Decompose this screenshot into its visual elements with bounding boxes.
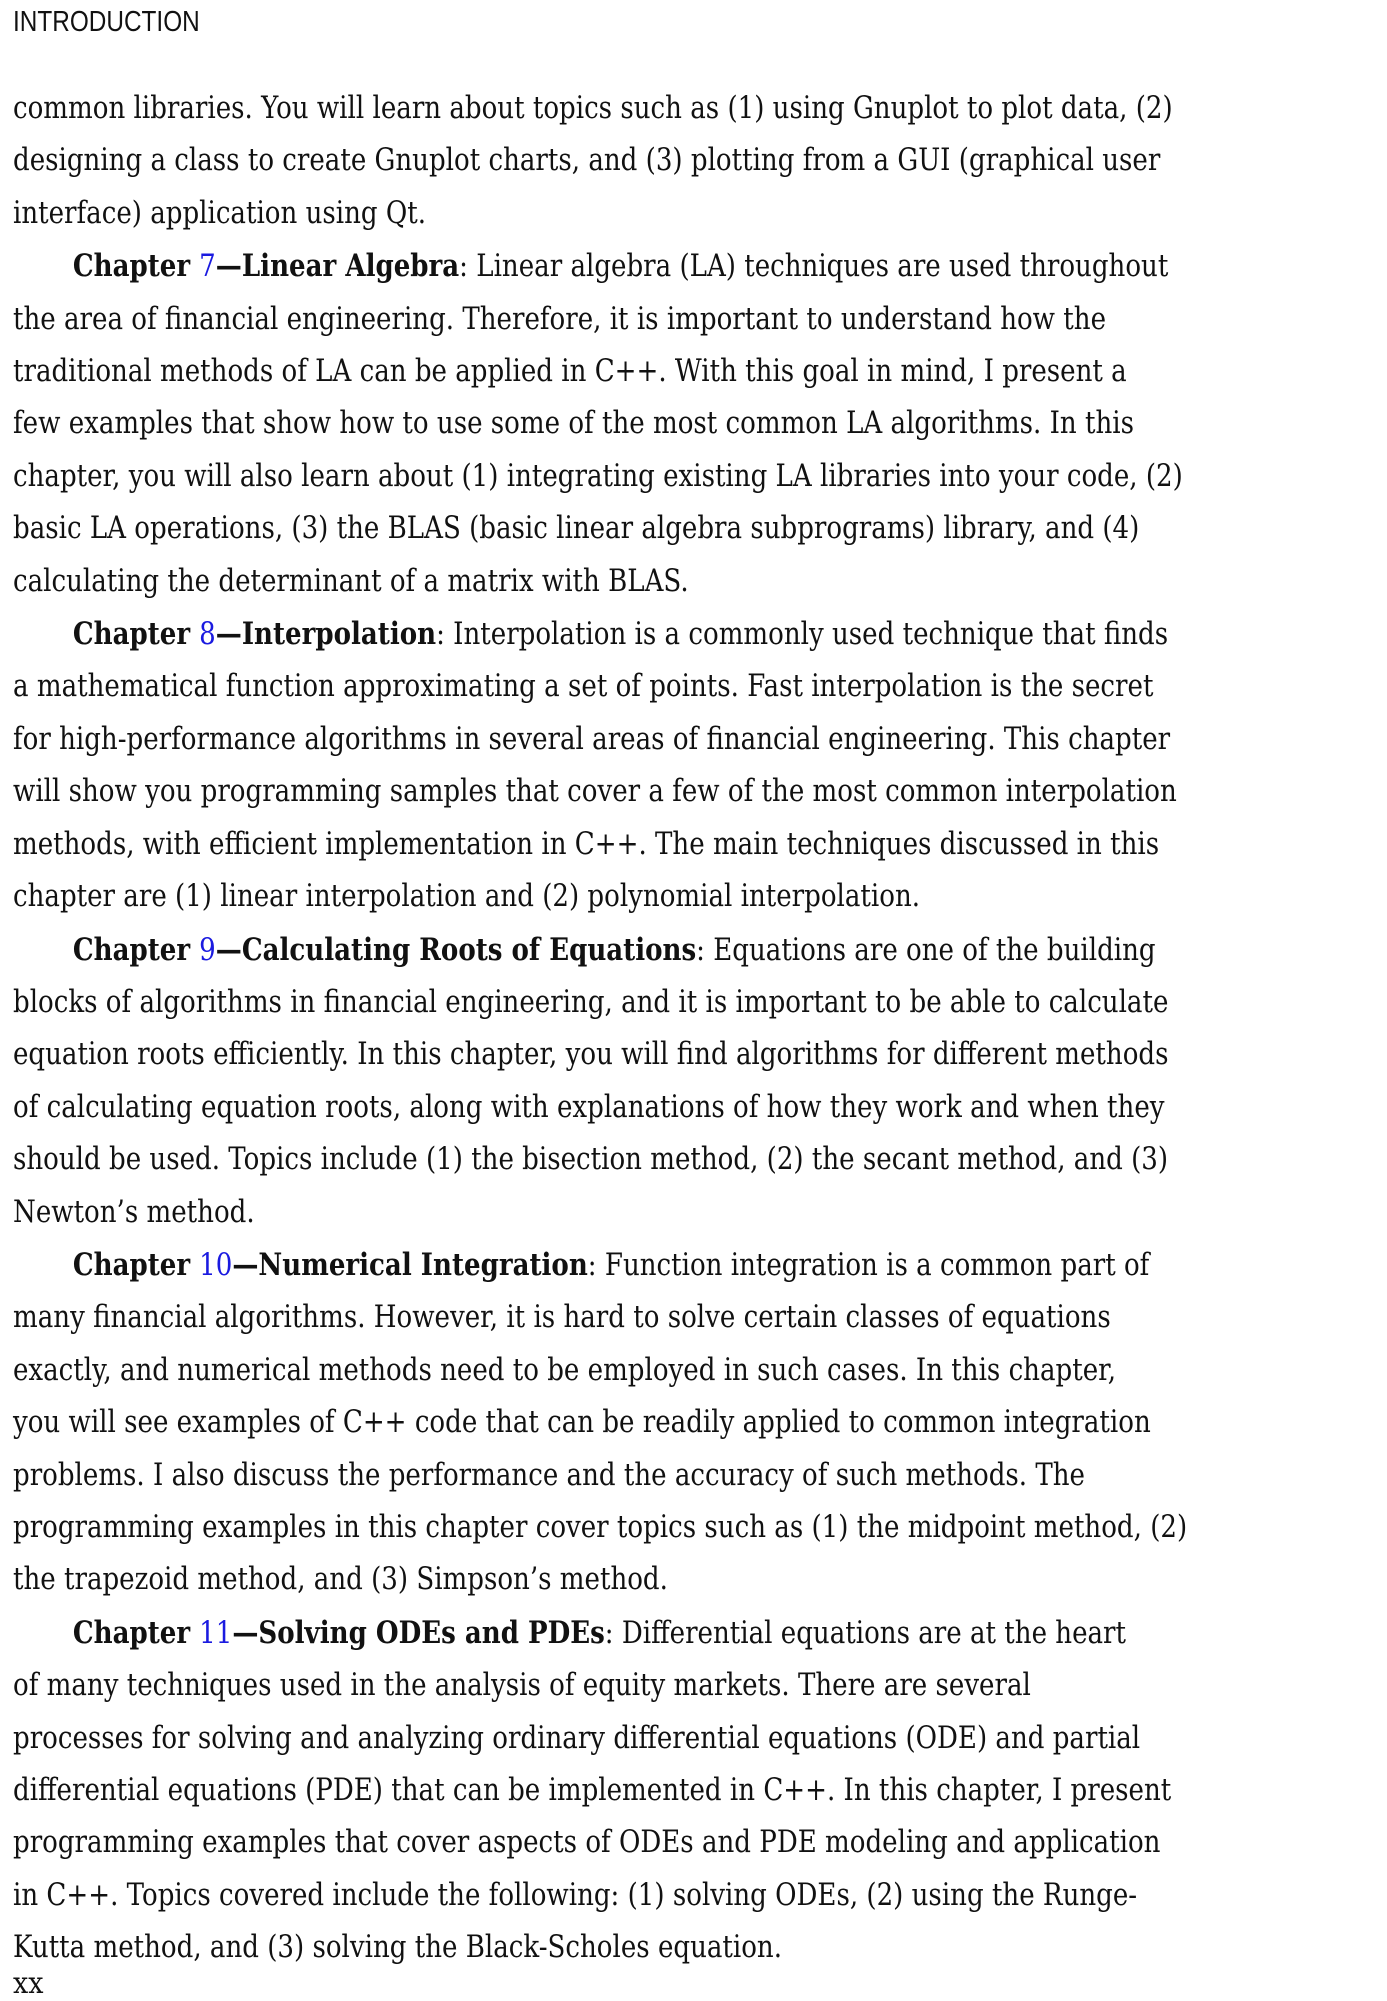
body-line: problems. I also discuss the performance and the accuracy of such methods. The [13,1457,1085,1493]
body-line: the area of financial engineering. Therefore, it is important to understand how the [13,301,1107,337]
body-line: differential equations (PDE) that can be implemented in C++. In this chapter, I present [13,1773,1172,1808]
colon: : [436,617,445,653]
chapter-11-first-line [13,1607,1183,1660]
body-line: will show you programming samples that cover a few of the most common interpolation [13,774,1177,810]
body-line: a mathematical function approximating a set of points. Fast interpolation is the secret [13,669,1154,705]
body-line: in C++. Topics covered include the following: (1) solving ODEs, (2) using the Runge- [13,1877,1138,1913]
body-line: calculating the determinant of a matrix with BLAS. [13,563,689,599]
body-line: should be used. Topics include (1) the bisection method, (2) the secant method, and (3) [13,1142,1169,1178]
body-line: the trapezoid method, and (3) Simpson’s method. [13,1562,668,1598]
body-line: of many techniques used in the analysis of equity markets. There are several [13,1668,1031,1704]
chapter-10-number-link[interactable]: 10 [199,1247,233,1283]
chapter-7-title: —Linear Algebra [215,248,460,285]
chapter-11-label [73,1615,605,1651]
body-line: traditional methods of LA can be applied in C++. With this goal in mind, I present a [13,354,1127,390]
chapter-10-title: —Numerical Integration [232,1246,588,1283]
chapter-9-number-link[interactable]: 9 [199,932,216,968]
body-text [13,83,1188,1975]
body-line: basic LA operations, (3) the BLAS (basic linear algebra subprograms) library, and (4) [13,511,1140,547]
chapter-8-number-link[interactable]: 8 [199,617,216,653]
body-line: exactly, and numerical methods need to be employed in such cases. In this chapter, [13,1352,1117,1388]
body-line: interface) application using Qt. [13,195,427,231]
body-line: programming examples in this chapter cover topics such as (1) the midpoint method, (2) [13,1509,1188,1545]
chapter-10-text: Function integration is a common part of [596,1247,1150,1283]
chapter-10-first-line [13,1239,1183,1292]
colon: : [696,932,705,968]
body-line: methods, with efficient implementation in C++. The main techniques discussed in this [13,826,1160,862]
chapter-11-title: —Solving ODEs and PDEs [232,1614,605,1651]
body-line: common libraries. You will learn about topics such as (1) using Gnuplot to plot data, (2) [13,91,1173,126]
colon: : [587,1247,597,1283]
body-line: chapter, you will also learn about (1) integrating existing LA libraries into your code, (2) [13,458,1183,494]
chapter-word: Chapter [72,1614,191,1651]
body-line: Kutta method, and (3) solving the Black-Scholes equation. [13,1930,783,1966]
chapter-9-text: Equations are one of the building [704,932,1156,968]
chapter-8-text: Interpolation is a commonly used technique that finds [444,617,1169,653]
chapter-8-label [73,616,436,652]
body-line: for high-performance algorithms in several areas of financial engineering. This chapter [13,721,1171,757]
page-number: xx [13,1966,44,2001]
chapter-8-title: —Interpolation [215,616,437,653]
body-line: you will see examples of C++ code that can be readily applied to common integration [13,1405,1151,1441]
chapter-word: Chapter [72,1246,191,1283]
chapter-10-label [73,1247,588,1283]
running-head: INTRODUCTION [13,6,200,38]
chapter-7-number-link[interactable]: 7 [199,249,216,285]
chapter-word: Chapter [72,616,191,653]
body-line: processes for solving and analyzing ordinary differential equations (ODE) and partial [13,1720,1141,1756]
chapter-11-text: Differential equations are at the heart [613,1615,1127,1651]
colon: : [459,249,468,285]
chapter-7-label [73,248,459,284]
body-line: Newton’s method. [13,1194,255,1230]
body-line: programming examples that cover aspects of ODEs and PDE modeling and application [13,1825,1161,1861]
body-line: equation roots efficiently. In this chapter, you will find algorithms for different methods [13,1037,1169,1073]
chapter-11-number-link[interactable]: 11 [199,1615,233,1651]
colon: : [604,1615,614,1651]
body-line: many financial algorithms. However, it is hard to solve certain classes of equations [13,1300,1111,1336]
body-line: few examples that show how to use some of the most common LA algorithms. In this [13,406,1134,442]
body-line: designing a class to create Gnuplot charts, and (3) plotting from a GUI (graphical user [13,143,1161,179]
chapter-word: Chapter [72,931,191,968]
chapter-9-label [73,932,696,968]
chapter-word: Chapter [72,248,191,285]
chapter-8-first-line [13,608,1183,661]
body-line: blocks of algorithms in financial engineering, and it is important to be able to calculate [13,984,1169,1020]
chapter-7-text: Linear algebra (LA) techniques are used throughout [467,249,1169,285]
body-line: chapter are (1) linear interpolation and (2) polynomial interpolation. [13,879,921,915]
chapter-7-first-line [13,240,1183,293]
body-line: of calculating equation roots, along with explanations of how they work and when they [13,1089,1165,1125]
chapter-9-title: —Calculating Roots of Equations [215,931,697,968]
chapter-9-first-line [13,924,1183,977]
